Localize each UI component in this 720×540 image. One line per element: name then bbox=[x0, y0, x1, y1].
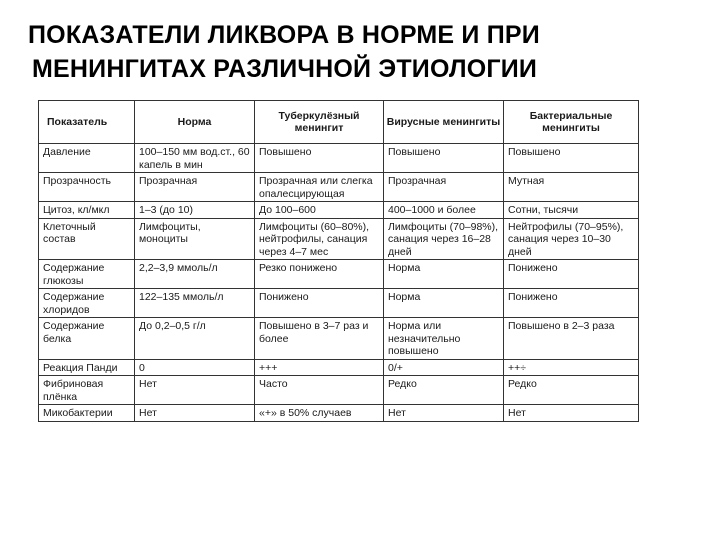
table-cell: Сотни, тысячи bbox=[504, 202, 639, 219]
table-cell: До 0,2–0,5 г/л bbox=[135, 318, 255, 360]
table-cell: Повышено bbox=[255, 144, 384, 173]
table-cell: Повышено в 2–3 раза bbox=[504, 318, 639, 360]
header-viral: Вирусные менингиты bbox=[384, 101, 504, 144]
table-cell: Понижено bbox=[504, 289, 639, 318]
table-cell: Часто bbox=[255, 376, 384, 405]
table-row bbox=[39, 376, 639, 405]
table-cell: Лимфоциты (70–98%), санация через 16–28 дней bbox=[384, 218, 504, 260]
table-cell: Понижено bbox=[504, 260, 639, 289]
table-row bbox=[39, 144, 639, 173]
table-cell: Содержание хлоридов bbox=[39, 289, 135, 318]
table-cell: Лимфоциты, моноциты bbox=[135, 218, 255, 260]
table-cell: Нейтрофилы (70–95%), санация через 10–30 дней bbox=[504, 218, 639, 260]
table-cell: Понижено bbox=[255, 289, 384, 318]
table-cell: Редко bbox=[384, 376, 504, 405]
table-cell: 122–135 ммоль/л bbox=[135, 289, 255, 318]
table-cell: Резко понижено bbox=[255, 260, 384, 289]
table-cell: 400–1000 и более bbox=[384, 202, 504, 219]
table-cell: Клеточный состав bbox=[39, 218, 135, 260]
header-norm: Норма bbox=[135, 101, 255, 144]
table-row bbox=[39, 173, 639, 202]
table-cell: +++ bbox=[255, 359, 384, 376]
table-cell: Прозрачная bbox=[135, 173, 255, 202]
table-cell: Повышено в 3–7 раз и более bbox=[255, 318, 384, 360]
table-row bbox=[39, 318, 639, 360]
title-line-2: МЕНИНГИТАХ РАЗЛИЧНОЙ ЭТИОЛОГИИ bbox=[32, 55, 538, 83]
table-row bbox=[39, 202, 639, 219]
table-cell: Нет bbox=[135, 405, 255, 422]
table-cell: Нет bbox=[384, 405, 504, 422]
table-cell: Лимфоциты (60–80%), нейтрофилы, санация через 4–7 мес bbox=[255, 218, 384, 260]
table-row bbox=[39, 289, 639, 318]
table-cell: «+» в 50% случаев bbox=[255, 405, 384, 422]
header-bacterial: Бактериальные менингиты bbox=[504, 101, 639, 144]
table-cell: Фибриновая плёнка bbox=[39, 376, 135, 405]
table-row bbox=[39, 359, 639, 376]
csf-indicators-table bbox=[38, 100, 639, 422]
table-cell: 2,2–3,9 ммоль/л bbox=[135, 260, 255, 289]
table-row bbox=[39, 218, 639, 260]
table-row bbox=[39, 405, 639, 422]
slide-title bbox=[28, 18, 698, 86]
table-cell: Реакция Панди bbox=[39, 359, 135, 376]
header-indicator: Показатель bbox=[39, 101, 135, 144]
table-cell: 100–150 мм вод.ст., 60 капель в мин bbox=[135, 144, 255, 173]
table-cell: Норма или незначительно повышено bbox=[384, 318, 504, 360]
table-cell: Прозрачная bbox=[384, 173, 504, 202]
table-cell: 0/+ bbox=[384, 359, 504, 376]
table-cell: Содержание глюкозы bbox=[39, 260, 135, 289]
title-line-1: ПОКАЗАТЕЛИ ЛИКВОРА В НОРМЕ И ПРИ bbox=[28, 21, 540, 49]
table-cell: Норма bbox=[384, 289, 504, 318]
table-cell: Нет bbox=[504, 405, 639, 422]
table-cell: Нет bbox=[135, 376, 255, 405]
table-header-row bbox=[39, 101, 639, 144]
table-cell: Прозрачная или слегка опалесцирующая bbox=[255, 173, 384, 202]
table-cell: Цитоз, кл/мкл bbox=[39, 202, 135, 219]
table-cell: 0 bbox=[135, 359, 255, 376]
table-cell: Повышено bbox=[504, 144, 639, 173]
table-cell: Повышено bbox=[384, 144, 504, 173]
table-cell: Давление bbox=[39, 144, 135, 173]
table-cell: Прозрачность bbox=[39, 173, 135, 202]
table-cell: ++÷ bbox=[504, 359, 639, 376]
table-cell: 1–3 (до 10) bbox=[135, 202, 255, 219]
table-cell: До 100–600 bbox=[255, 202, 384, 219]
table-cell: Содержание белка bbox=[39, 318, 135, 360]
table-cell: Мутная bbox=[504, 173, 639, 202]
table-cell: Микобактерии bbox=[39, 405, 135, 422]
table-cell: Норма bbox=[384, 260, 504, 289]
table-row bbox=[39, 260, 639, 289]
table-cell: Редко bbox=[504, 376, 639, 405]
header-tuberculous: Туберкулёзный менингит bbox=[255, 101, 384, 144]
